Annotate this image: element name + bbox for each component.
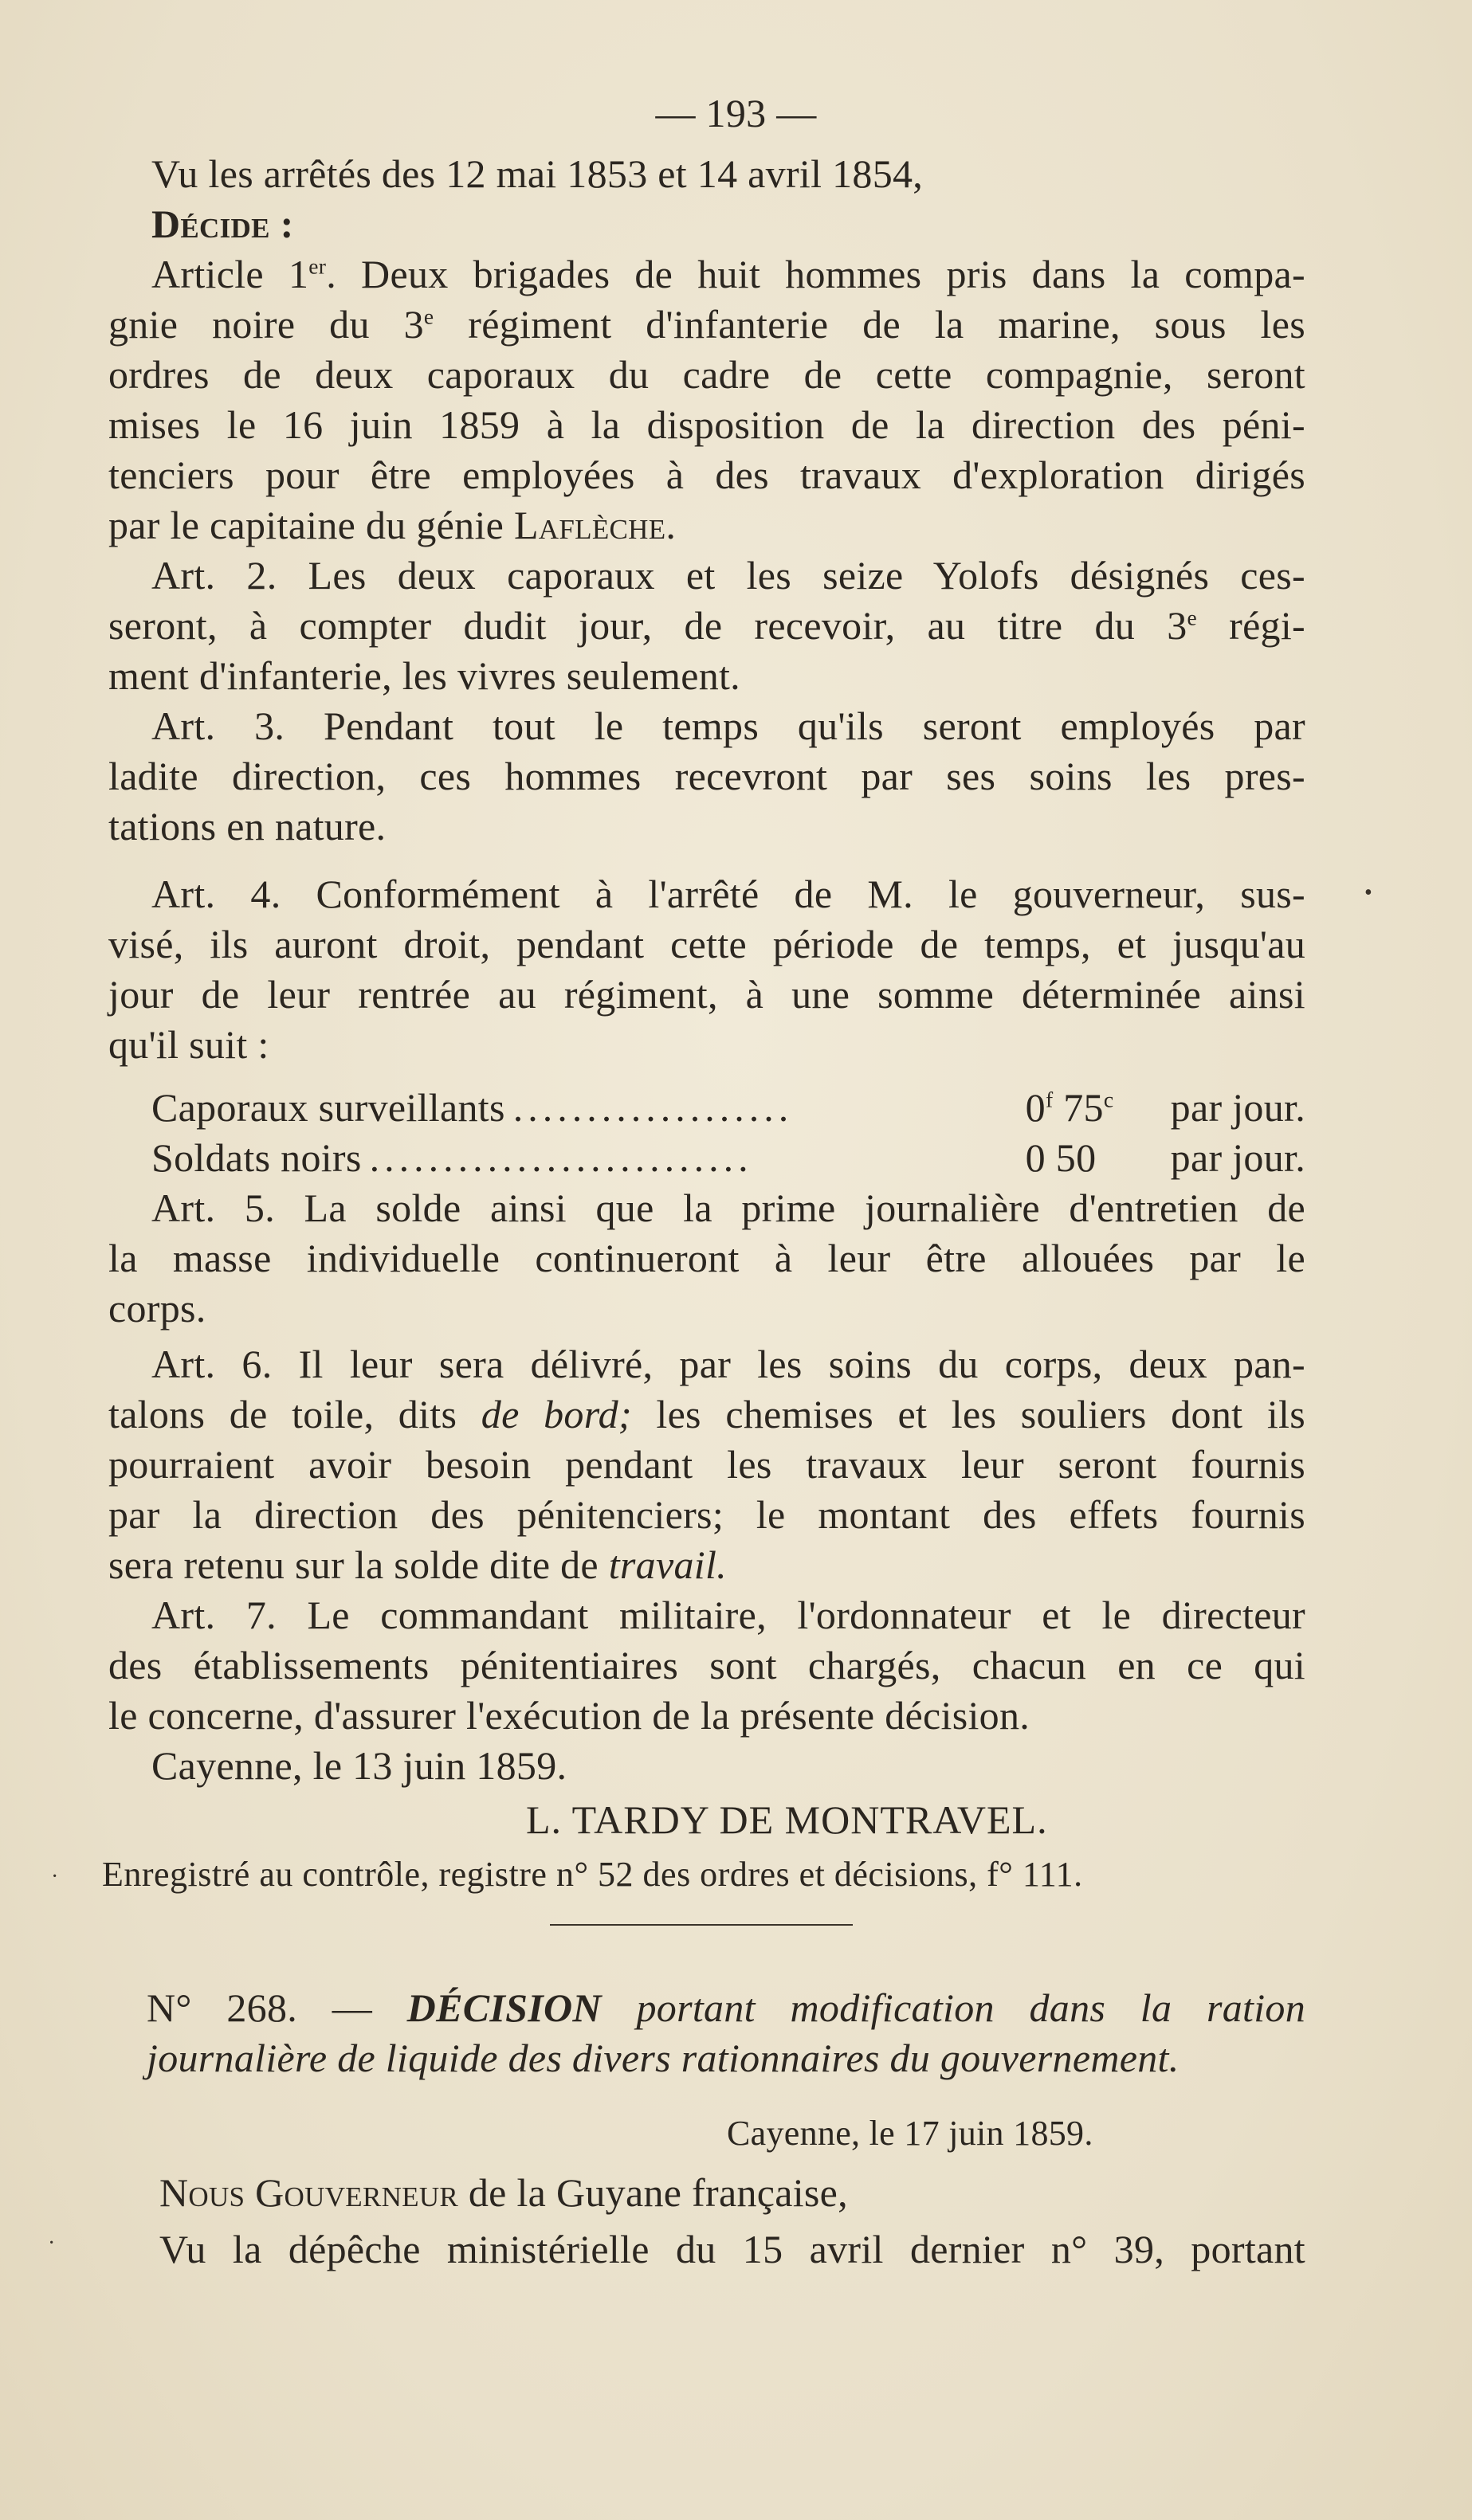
place-date: Cayenne, le 13 juin 1859. (151, 1743, 567, 1788)
article7-line2: des établissements pénitentiaires sont chargés, chacun en ce qui (108, 1643, 1305, 1687)
ink-speck: · (51, 1864, 59, 1889)
article6-line5: sera retenu sur la solde dite de travail. (108, 1542, 727, 1587)
ink-speck: • (1364, 880, 1372, 905)
article6-line1: Art. 6. Il leur sera délivré, par les soins du corps, deux pan- (151, 1342, 1305, 1386)
article2-line3: ment d'infanterie, les vivres seulement. (108, 653, 740, 698)
article1-line5: tenciers pour être employées à des travaux d'exploration dirigés (108, 453, 1305, 497)
article2-line2: seront, à compter dudit jour, de recevoir, au titre du 3e régi- (108, 603, 1306, 648)
section-divider (550, 1924, 853, 1926)
article1-line3: ordres de deux caporaux du cadre de cette compagnie, seront (108, 352, 1305, 397)
rate-label: Soldats noirs (151, 1135, 362, 1180)
rate-label: Caporaux surveillants (151, 1085, 505, 1130)
article3-line3: tations en nature. (108, 804, 387, 848)
nous-line: Nous Gouverneur de la Guyane française, (159, 2170, 848, 2215)
rate-unit: par jour. (1170, 1085, 1305, 1130)
rate-amount: 0$^f$ 75$^c$ (1025, 1085, 1114, 1130)
intro-line: Vu les arrêtés des 12 mai 1853 et 14 avril 1854, (151, 151, 924, 196)
article5-line1: Art. 5. La solde ainsi que la prime journalière d'entretien de (151, 1186, 1305, 1230)
article4-line2: visé, ils auront droit, pendant cette période de temps, et jusqu'au (108, 922, 1305, 966)
article1-line2: gnie noire du 3e régiment d'infanterie de la marine, sous les (108, 302, 1305, 347)
rate-row-caporaux (151, 1084, 1305, 1131)
rate-dots: ................... (512, 1085, 794, 1130)
decision-268-title-line2: journalière de liquide des divers rationnaires du gouvernement. (147, 2036, 1180, 2080)
article5-line3: corps. (108, 1286, 206, 1331)
article1-line1: Article 1er. Deux brigades de huit hommes pris dans la compa- (151, 252, 1305, 296)
article6-line2: talons de toile, dits de bord; les chemises et les souliers dont ils (108, 1392, 1305, 1436)
rate-unit: par jour. (1170, 1135, 1305, 1180)
registration-note: Enregistré au contrôle, registre n° 52 des ordres et décisions, f° 111. (102, 1855, 1083, 1894)
article2-line1: Art. 2. Les deux caporaux et les seize Yolofs désignés ces- (151, 553, 1305, 598)
article6-line3: pourraient avoir besoin pendant les travaux leur seront fournis (108, 1442, 1305, 1487)
page-number: — 193 — (655, 91, 817, 135)
decide-heading: Décide : (151, 202, 294, 246)
rate-dots: .......................... (369, 1135, 753, 1180)
article3-line2: ladite direction, ces hommes recevront par ses soins les pres- (108, 754, 1305, 798)
rate-row-soldats (151, 1134, 1305, 1182)
rate-amount: 0 50 (1025, 1135, 1097, 1180)
article7-line3: le concerne, d'assurer l'exécution de la présente décision. (108, 1693, 1030, 1738)
article6-line4: par la direction des pénitenciers; le montant des effets fournis (108, 1492, 1305, 1537)
ink-speck: · (48, 2231, 56, 2255)
dateline: Cayenne, le 17 juin 1859. (727, 2114, 1093, 2153)
decision-268-title-line1: N° 268. — DÉCISION portant modification dans la ration (147, 1985, 1305, 2030)
article5-line2: la masse individuelle continueront à leur être allouées par le (108, 1236, 1305, 1280)
article4-line4: qu'il suit : (108, 1022, 269, 1067)
article7-line1: Art. 7. Le commandant militaire, l'ordonnateur et le directeur (151, 1593, 1305, 1637)
article4-line1: Art. 4. Conformément à l'arrêté de M. le gouverneur, sus- (151, 872, 1305, 916)
article1-line6: par le capitaine du génie Laflèche. (108, 503, 677, 547)
last-line: Vu la dépêche ministérielle du 15 avril dernier n° 39, portant (159, 2227, 1305, 2271)
article4-line3: jour de leur rentrée au régiment, à une somme déterminée ainsi (108, 972, 1305, 1017)
signature: L. TARDY DE MONTRAVEL. (526, 1797, 1048, 1842)
article3-line1: Art. 3. Pendant tout le temps qu'ils seront employés par (151, 703, 1305, 748)
article1-line4: mises le 16 juin 1859 à la disposition de la direction des péni- (108, 402, 1305, 447)
